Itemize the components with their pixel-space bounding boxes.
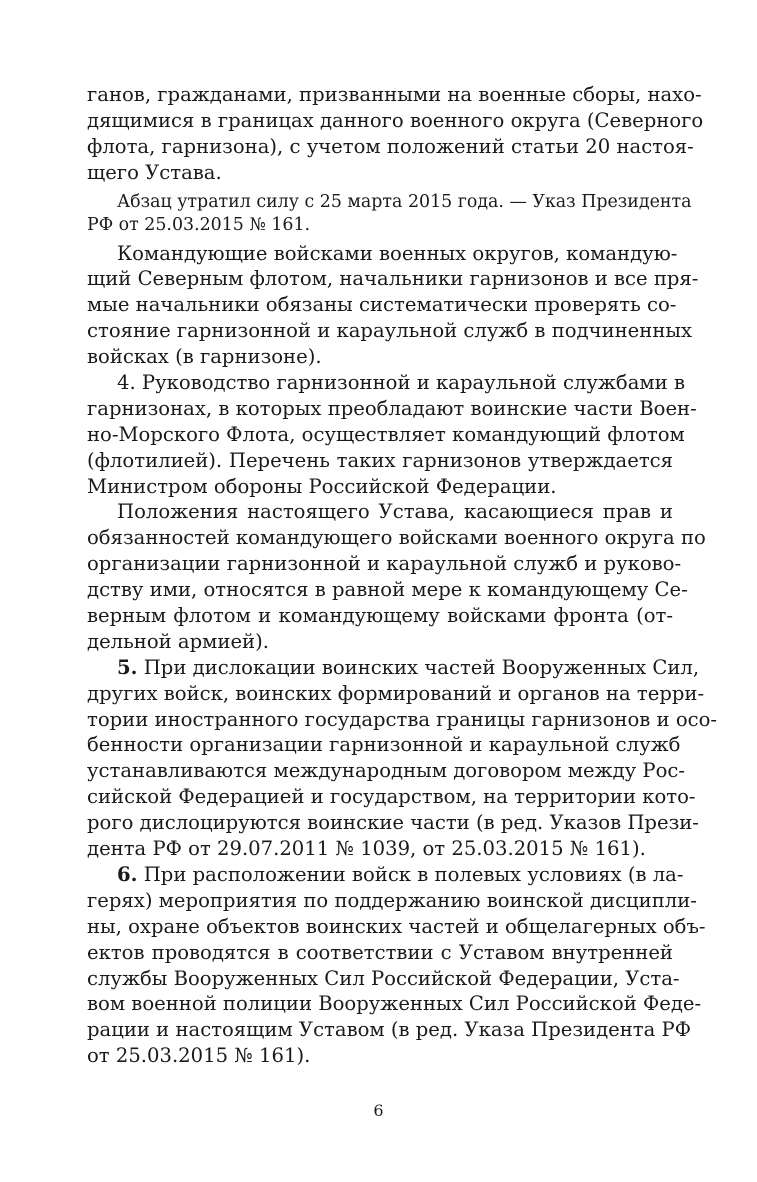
text-line: герях) мероприятия по поддержанию воинской дисципли-	[87, 888, 697, 912]
text-line: рого дислоцируются воинские части (в ред. Указов Прези-	[87, 811, 699, 835]
text-line: службы Вооруженных Сил Российской Федерации, Уста-	[87, 966, 680, 990]
text-line: флота, гарнизона), с учетом положений статьи 20 настоя-	[87, 134, 694, 158]
line-text: При дислокации воинских частей Вооруженных Сил,	[143, 655, 700, 679]
text-line: организации гарнизонной и караульной служб и руково-	[87, 552, 682, 576]
text-line: Положения настоящего Устава, касающиеся прав и	[117, 500, 673, 524]
text-line: щего Устава.	[87, 160, 222, 184]
text-line: щий Северным флотом, начальники гарнизонов и все пря-	[87, 267, 699, 291]
text-line: вом военной полиции Вооруженных Сил Российской Феде-	[87, 992, 702, 1016]
text-line: дельной армией).	[87, 629, 269, 653]
amendment-note	[87, 191, 692, 237]
text-line: ектов проводятся в соответствии с Уставом внутренней	[87, 940, 673, 964]
text-line: бенности организации гарнизонной и караульной служб	[87, 733, 681, 757]
text-line: обязанностей командующего войсками военного округа по	[87, 526, 706, 550]
paragraph-item-4	[87, 370, 697, 499]
text-line: сийской Федерацией и государством, на территории кото-	[87, 785, 696, 809]
text-line: дящимися в границах данного военного округа (Северного	[87, 108, 704, 132]
text-line: ганов, гражданами, призванными на военные сборы, нахо-	[87, 83, 702, 106]
item-number: 5.	[117, 655, 138, 679]
note-line: Абзац утратил силу с 25 марта 2015 года. — Указ Президента	[117, 191, 692, 212]
paragraph-continuation	[87, 82, 704, 186]
text-line	[87, 862, 684, 888]
page-number: 6	[373, 1101, 384, 1120]
note-line: РФ от 25.03.2015 № 161.	[87, 214, 311, 235]
text-line: войсках (в гарнизоне).	[87, 345, 322, 369]
text-line: мые начальники обязаны систематически проверять со-	[87, 293, 677, 317]
item-number: 6.	[117, 862, 138, 886]
text-line: стояние гарнизонной и караульной служб в подчиненных	[87, 319, 693, 343]
text-line: гарнизонах, в которых преобладают воинские части Воен-	[87, 396, 697, 420]
text-line: от 25.03.2015 № 161).	[87, 1044, 311, 1068]
text-line: дству ими, относятся в равной мере к командующему Се-	[87, 578, 688, 602]
text-line: Командующие войсками военных округов, командую-	[117, 241, 678, 265]
page-body	[87, 82, 718, 1069]
text-line: Министром обороны Российской Федерации.	[87, 474, 557, 498]
text-line: тории иностранного государства границы гарнизонов и осо-	[87, 707, 718, 731]
line-text: При расположении войск в полевых условиях (в ла-	[143, 862, 684, 886]
paragraph-commanders	[87, 241, 699, 370]
paragraph-item-6	[87, 862, 706, 1069]
text-line: рации и настоящим Уставом (в ред. Указа Президента РФ	[87, 1018, 692, 1042]
text-line: (флотилией). Перечень таких гарнизонов утверждается	[87, 448, 673, 472]
text-line: устанавливаются международным договором между Рос-	[87, 759, 686, 783]
text-line: 4. Руководство гарнизонной и караульной службами в	[117, 371, 685, 395]
text-line	[87, 655, 700, 681]
text-line: дента РФ от 29.07.2011 № 1039, от 25.03.2015 № 161).	[87, 837, 646, 861]
text-line: других войск, воинских формирований и органов на терри-	[87, 681, 705, 705]
paragraph-item-5	[87, 655, 718, 862]
text-line: но-Морского Флота, осуществляет командующий флотом	[87, 422, 685, 446]
text-line: верным флотом и командующему войсками фронта (от-	[87, 604, 673, 628]
text-line: ны, охране объектов воинских частей и общелагерных объ-	[87, 914, 706, 938]
paragraph-provisions	[87, 499, 706, 654]
